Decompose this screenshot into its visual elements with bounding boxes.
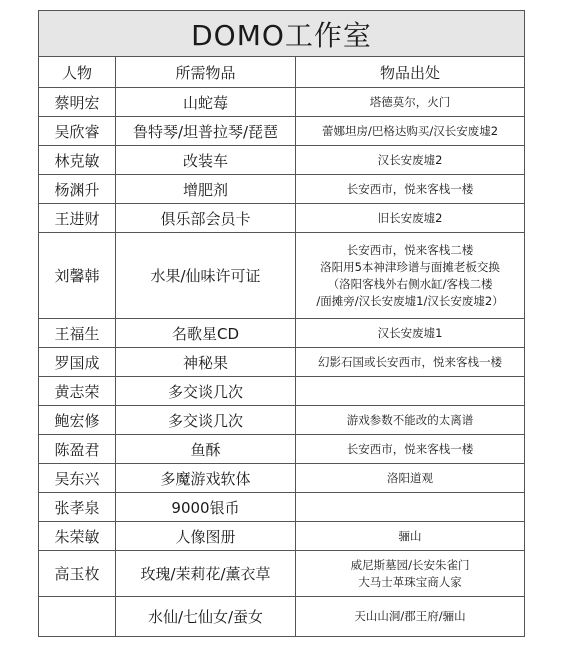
item-cell [116, 233, 296, 319]
item-cell [116, 522, 296, 551]
source-cell [296, 493, 525, 522]
source-cell [296, 88, 525, 117]
source-cell [296, 597, 525, 637]
source-cell [296, 233, 525, 319]
item-line: 改装车 [182, 151, 228, 170]
source-cell [296, 117, 525, 146]
item-cell [116, 464, 296, 493]
item-table-sheet [38, 10, 524, 637]
person-cell: 王进财 [39, 204, 116, 233]
item-line: 水仙/七仙女/蚕女 [147, 608, 264, 626]
item-line: 俱乐部会员卡 [160, 209, 251, 228]
source-cell [296, 551, 525, 597]
source-cell [296, 204, 525, 233]
person-cell: 杨渊升 [39, 175, 116, 204]
table-row [39, 406, 525, 435]
item-cell [116, 348, 296, 377]
table-row [39, 233, 525, 319]
person-cell: 王福生 [39, 319, 116, 348]
table-row [39, 464, 525, 493]
item-line: 玫瑰/茉莉花/薰衣草 [140, 565, 271, 583]
source-line: （洛阳客栈外右侧水缸/客栈二楼 [327, 276, 493, 291]
source-cell [296, 146, 525, 175]
table-row [39, 117, 525, 146]
person-cell: 林克敏 [39, 146, 116, 175]
source-line: 长安西市，悦来客栈一楼 [346, 181, 474, 196]
item-cell [116, 551, 296, 597]
source-line: /面摊旁/汉长安废墟1/汉长安废墟2） [316, 293, 504, 308]
table-row [39, 204, 525, 233]
item-cell [116, 493, 296, 522]
source-line: 天山山洞/郡王府/骊山 [354, 609, 466, 623]
item-cell [116, 204, 296, 233]
header-person: 人物 [39, 57, 116, 88]
item-line: 神秘果 [182, 353, 228, 372]
item-line: 山蛇莓 [182, 93, 228, 112]
title-row [39, 11, 525, 57]
person-cell: 陈盈君 [39, 435, 116, 464]
person-cell: 吴东兴 [39, 464, 116, 493]
source-line: 游戏参数不能改的太离谱 [346, 412, 474, 427]
item-cell [116, 175, 296, 204]
table-row [39, 522, 525, 551]
source-line: 骊山 [398, 528, 422, 543]
item-table [38, 10, 525, 637]
source-line: 塔德莫尔，火门 [369, 94, 451, 109]
person-cell: 罗国成 [39, 348, 116, 377]
item-cell [116, 406, 296, 435]
table-row [39, 146, 525, 175]
item-line: 鱼酥 [190, 440, 221, 459]
table-row [39, 551, 525, 597]
table-row [39, 175, 525, 204]
item-cell [116, 88, 296, 117]
item-cell [116, 319, 296, 348]
source-cell [296, 406, 525, 435]
source-line: 大马士革珠宝商人家 [358, 574, 462, 589]
person-cell: 蔡明宏 [39, 88, 116, 117]
item-line: 水果/仙味许可证 [150, 267, 261, 285]
source-cell [296, 435, 525, 464]
item-cell [116, 377, 296, 406]
item-line: 名歌星CD [171, 324, 240, 343]
item-line: 9000银币 [171, 498, 240, 517]
source-line: 洛阳道观 [387, 470, 434, 485]
item-line: 多交谈几次 [167, 382, 243, 401]
source-line: 汉长安废墟2 [377, 152, 443, 167]
table-row [39, 597, 525, 637]
source-cell [296, 319, 525, 348]
source-line: 洛阳用5本神津珍谱与面摊老板交换 [320, 259, 500, 274]
item-cell [116, 435, 296, 464]
item-line: 多交谈几次 [167, 411, 243, 430]
item-line: 多魔游戏软体 [160, 469, 251, 488]
source-line: 幻影石国或长安西市，悦来客栈一楼 [318, 354, 503, 369]
source-line: 汉长安废墟1 [377, 325, 443, 340]
item-line: 人像图册 [175, 527, 236, 546]
table-row [39, 377, 525, 406]
person-cell [39, 597, 116, 637]
item-cell [116, 146, 296, 175]
source-line: 长安西市，悦来客栈二楼 [346, 242, 474, 257]
item-line: 增肥剂 [182, 180, 228, 199]
item-cell [116, 597, 296, 637]
source-line: 威尼斯墓园/长安朱雀门 [350, 557, 470, 572]
item-line: 鲁特琴/坦普拉琴/琵琶 [132, 122, 279, 141]
source-cell [296, 175, 525, 204]
person-cell: 高玉枚 [39, 551, 116, 597]
table-row [39, 348, 525, 377]
table-row [39, 319, 525, 348]
person-cell: 刘馨韩 [39, 233, 116, 319]
table-body [39, 88, 525, 637]
person-cell: 朱荣敏 [39, 522, 116, 551]
person-cell: 黄志荣 [39, 377, 116, 406]
source-line: 旧长安废墟2 [377, 210, 443, 225]
table-row [39, 435, 525, 464]
header-source: 物品出处 [296, 57, 525, 88]
source-line: 长安西市，悦来客栈一楼 [346, 441, 474, 456]
person-cell: 吴欣睿 [39, 117, 116, 146]
header-row [39, 57, 525, 88]
table-row [39, 88, 525, 117]
item-cell [116, 117, 296, 146]
person-cell: 张孝泉 [39, 493, 116, 522]
source-cell [296, 464, 525, 493]
source-line: 蕾娜坦房/巴格达购买/汉长安废墟2 [321, 123, 499, 138]
table-title: DOMO工作室 [39, 11, 525, 57]
header-item: 所需物品 [116, 57, 296, 88]
source-cell [296, 377, 525, 406]
person-cell: 鲍宏修 [39, 406, 116, 435]
source-cell [296, 348, 525, 377]
source-cell [296, 522, 525, 551]
table-row [39, 493, 525, 522]
